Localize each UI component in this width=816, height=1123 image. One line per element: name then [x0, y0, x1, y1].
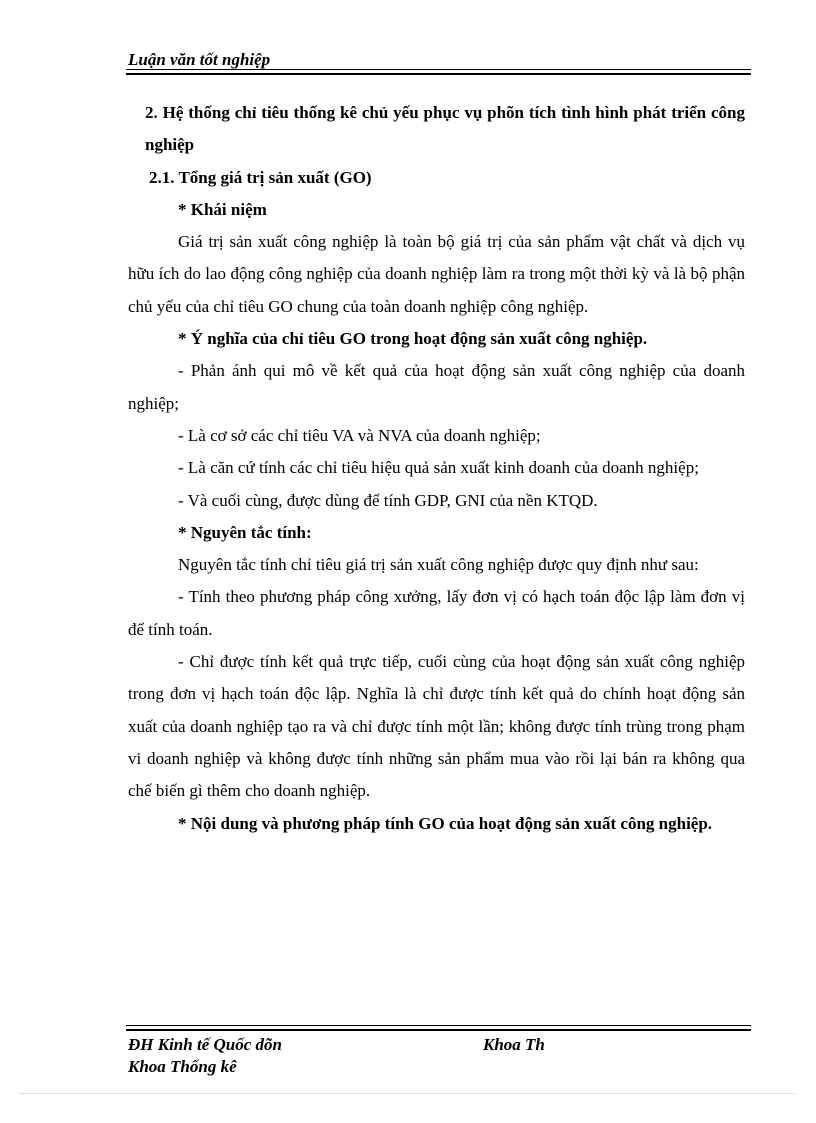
header-rule [126, 69, 751, 75]
footer-rule [126, 1025, 751, 1031]
significance-item-1: - Phản ánh qui mô về kết quả của hoạt động sản xuất công nghiệp của doanh nghiệp; [128, 361, 745, 413]
page-edge-dotted-line [20, 1093, 796, 1094]
principle-item-2: - Chỉ được tính kết quả trực tiếp, cuối cùng của hoạt động sản xuất công nghiệp trong đơn vị hạch toán độc lập. Nghĩa là chỉ được tính kết quả do chính hoạt động sản xuất của doanh nghiệp tạo ra và chỉ được tính một lần; không được tính trùng trong phạm vi doanh nghiệp và không được tính những sản phẩm mua vào rồi lại bán ra không qua chế biến gì thêm cho doanh nghiệp. [128, 652, 745, 801]
principle-intro: Nguyên tắc tính chỉ tiêu giá trị sản xuất công nghiệp được quy định như sau: [178, 555, 699, 575]
footer-right: Khoa Th [483, 1035, 545, 1054]
concept-paragraph: Giá trị sản xuất công nghiệp là toàn bộ giá trị của sản phẩm vật chất và dịch vụ hữu ích do lao động công nghiệp của doanh nghiệp làm ra trong một thời kỳ và là bộ phận chủ yếu của chỉ tiêu GO chung của toàn doanh nghiệp công nghiệp. [128, 232, 745, 316]
method-heading: * Nội dung và phương pháp tính GO của hoạt động sản xuất công nghiệp. [178, 813, 713, 833]
running-header-title: Luận văn tốt nghiệp [128, 50, 271, 69]
principle-heading: * Nguyên tắc tính: [178, 522, 312, 542]
subsection-heading: 2.1. Tổng giá trị sản xuất (GO) [149, 167, 372, 187]
section-heading: 2. Hệ thống chỉ tiêu thống kê chủ yếu phục vụ phõn tích tình hình phát triển công nghiệp [145, 103, 745, 155]
significance-item-2: - Là cơ sở các chỉ tiêu VA và NVA của doanh nghiệp; [178, 425, 541, 445]
significance-item-4: - Và cuối cùng, được dùng để tính GDP, GNI của nền KTQD. [178, 490, 598, 510]
footer-left [128, 1034, 282, 1078]
page-body [128, 97, 745, 840]
principle-item-1: - Tính theo phương pháp công xưởng, lấy đơn vị có hạch toán độc lập làm đơn vị để tính toán. [128, 587, 745, 639]
significance-heading: * Ý nghĩa của chỉ tiêu GO trong hoạt động sản xuất công nghiệp. [178, 329, 648, 349]
footer-university: ĐH Kinh tế Quốc dõn [128, 1035, 282, 1054]
concept-heading: * Khái niệm [178, 199, 267, 219]
significance-item-3: - Là căn cứ tính các chỉ tiêu hiệu quả sản xuất kinh doanh của doanh nghiệp; [178, 458, 699, 478]
footer-faculty: Khoa Thống kê [128, 1057, 237, 1076]
